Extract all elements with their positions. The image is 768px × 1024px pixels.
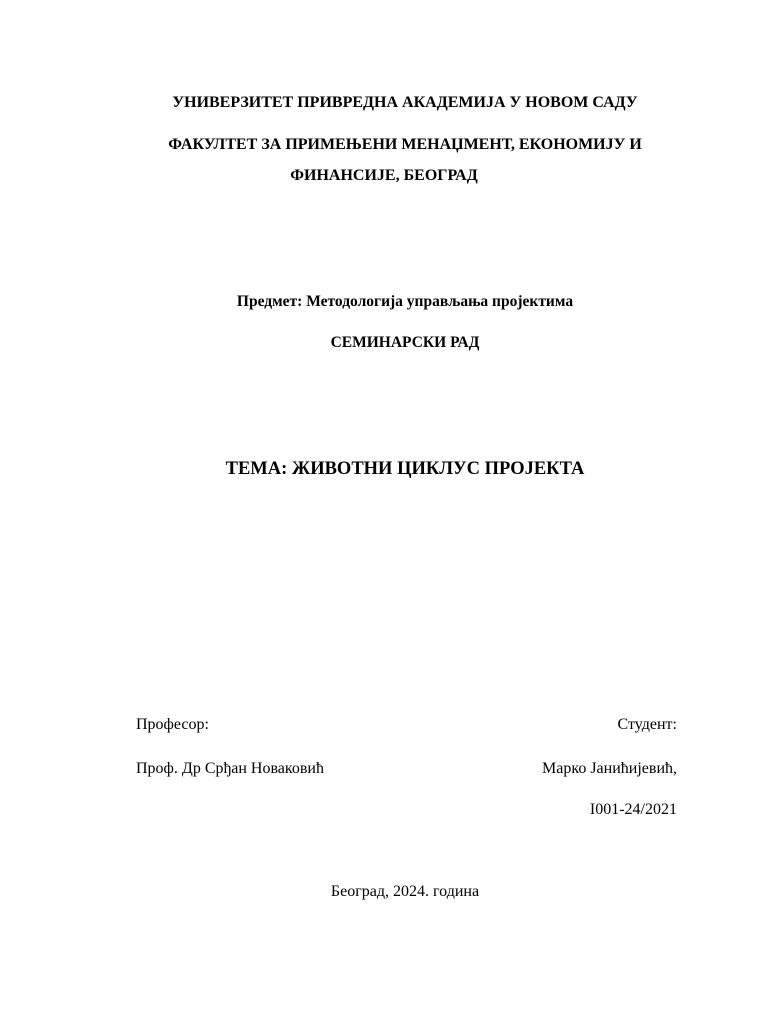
faculty-heading-line-2: ФИНАНСИЈЕ, БЕОГРАД xyxy=(290,167,478,184)
student-index: I001-24/2021 xyxy=(589,801,677,818)
paper-type: СЕМИНАРСКИ РАД xyxy=(330,334,480,351)
professor-name: Проф. Др Срђан Новаковић xyxy=(136,760,324,777)
professor-label: Професор: xyxy=(136,716,209,733)
course-subject: Предмет: Методологија управљања пројектима xyxy=(236,293,574,310)
paper-topic: ТЕМА: ЖИВОТНИ ЦИКЛУС ПРОЈЕКТА xyxy=(225,459,585,479)
university-heading: УНИВЕРЗИТЕТ ПРИВРЕДНА АКАДЕМИЈА У НОВОМ САДУ xyxy=(172,94,638,111)
student-label: Студент: xyxy=(617,716,677,733)
place-and-date: Београд, 2024. година xyxy=(330,883,480,900)
student-name: Марко Јанићијевић, xyxy=(542,760,677,777)
faculty-heading-line-1: ФАКУЛТЕТ ЗА ПРИМЕЊЕНИ МЕНАЏМЕНТ, ЕКОНОМИЈУ И xyxy=(168,136,642,153)
